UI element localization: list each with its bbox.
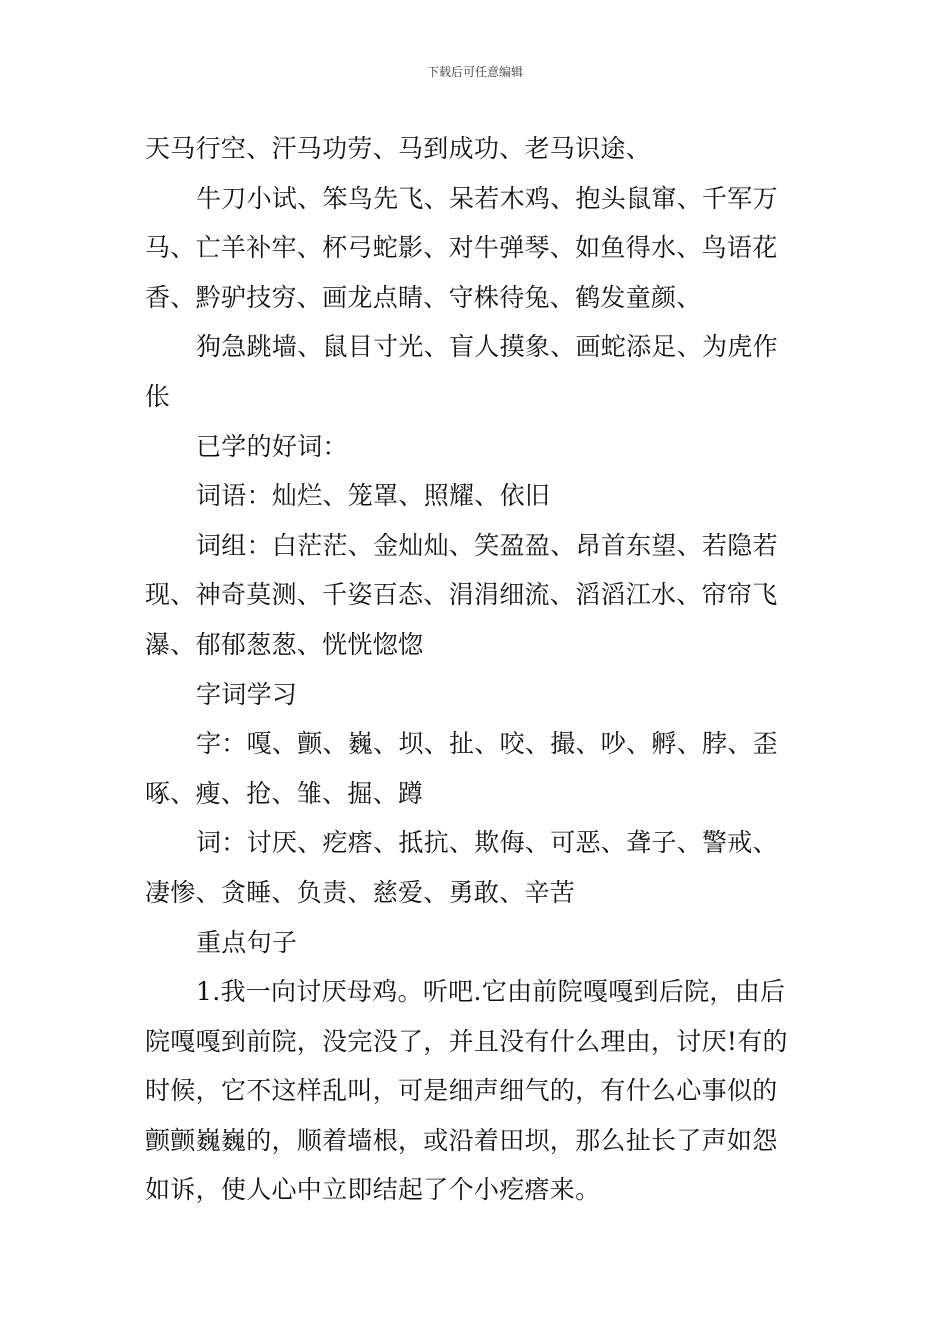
text-line: 字词学习: [196, 679, 298, 709]
paragraph-key-sentence-1: [145, 967, 807, 1215]
paragraph-words: [145, 471, 807, 521]
paragraph-vocabulary-words: [145, 818, 807, 917]
paragraph-idioms-animals: [145, 174, 807, 323]
text-line: 时候，它不这样乱叫，可是细声细气的，有什么心事似的: [145, 1076, 778, 1106]
text-line: 词语：灿烂、笼罩、照耀、依旧: [196, 481, 551, 511]
paragraph-idioms-more: [145, 322, 807, 421]
section-heading-vocabulary: [145, 670, 807, 720]
text-line: 现、神奇莫测、千姿百态、涓涓细流、滔滔江水、帘帘飞: [145, 580, 778, 610]
text-line: 香、黔驴技穷、画龙点睛、守株待兔、鹤发童颜、: [145, 282, 702, 312]
section-heading-key-sentences: [145, 918, 807, 968]
document-body: [145, 124, 807, 1215]
paragraph-characters: [145, 719, 807, 818]
text-line: 啄、瘦、抢、雏、掘、蹲: [145, 778, 424, 808]
paragraph-phrases: [145, 521, 807, 670]
text-line: 如诉，使人心中立即结起了个小疙瘩来。: [145, 1175, 601, 1205]
text-line: 马、亡羊补牢、杯弓蛇影、对牛弹琴、如鱼得水、鸟语花: [145, 233, 778, 263]
text-line: 凄惨、贪睡、负责、慈爱、勇敢、辛苦: [145, 877, 576, 907]
text-line: 词：讨厌、疙瘩、抵抗、欺侮、可恶、聋子、警戒、: [196, 828, 778, 858]
text-line: 词组：白茫茫、金灿灿、笑盈盈、昂首东望、若隐若: [196, 530, 778, 560]
text-line: 1.我一向讨厌母鸡。听吧.它由前院嘎嘎到后院，由后: [196, 977, 786, 1007]
text-line: 颤颤巍巍的，顺着墙根，或沿着田坝，那么扯长了声如怨: [145, 1125, 778, 1155]
text-line: 已学的好词：: [196, 431, 348, 461]
page-header-note: 下载后可任意编辑: [426, 65, 523, 79]
text-line: 狗急跳墙、鼠目寸光、盲人摸象、画蛇添足、为虎作: [196, 332, 778, 362]
text-line: 字：嘎、颤、巍、坝、扯、咬、撮、吵、孵、脖、歪: [196, 729, 778, 759]
text-line: 瀑、郁郁葱葱、恍恍惚惚: [145, 629, 424, 659]
text-line: 重点句子: [196, 927, 298, 957]
text-line: 院嘎嘎到前院，没完没了，并且没有什么理由，讨厌!有的: [145, 1026, 788, 1056]
text-line: 伥: [145, 381, 171, 411]
paragraph-idioms-horse: [145, 124, 807, 174]
section-heading-good-words: [145, 422, 807, 472]
text-line: 牛刀小试、笨鸟先飞、呆若木鸡、抱头鼠窜、千军万: [196, 183, 778, 213]
text-line: 天马行空、汗马功劳、马到成功、老马识途、: [145, 134, 652, 163]
